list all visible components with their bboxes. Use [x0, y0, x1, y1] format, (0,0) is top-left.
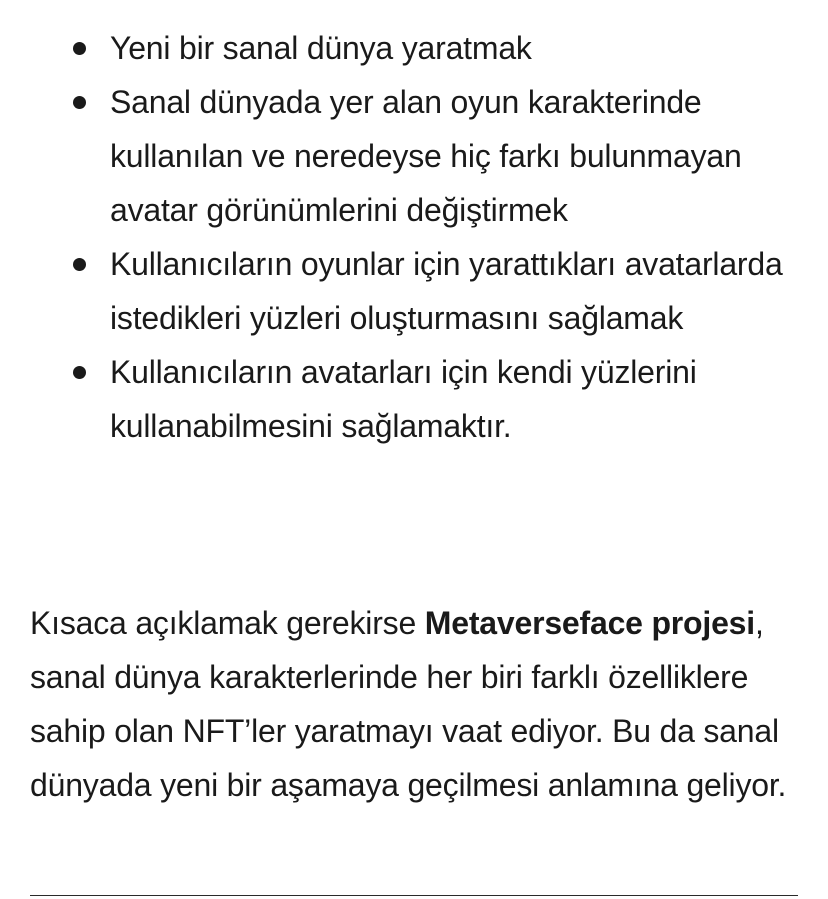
bullet-icon	[73, 96, 86, 109]
summary-bold-project-name: Metaverseface projesi	[424, 605, 755, 641]
list-item	[0, 345, 828, 453]
bullet-icon	[73, 258, 86, 271]
summary-intro: Kısaca açıklamak gerekirse	[30, 605, 425, 641]
list-item-text: Kullanıcıların avatarları için kendi yüzlerini kullanabilmesini sağlamaktır.	[110, 354, 697, 444]
summary-paragraph	[30, 596, 810, 812]
list-item-text: Sanal dünyada yer alan oyun karakterinde kullanılan ve neredeyse hiç farkı bulunmayan avatar görünümlerini değiştirmek	[110, 84, 742, 228]
summary-rest: , sanal dünya karakterlerinde her biri farklı özelliklere sahip olan NFT’ler yaratmayı vaat ediyor. Bu da sanal dünyada yeni bir aşamaya geçilmesi anlamına geliyor.	[30, 605, 787, 803]
list-item	[0, 21, 828, 75]
section-divider	[30, 895, 798, 896]
list-item	[0, 75, 828, 237]
bullet-icon	[73, 42, 86, 55]
list-item-text: Yeni bir sanal dünya yaratmak	[110, 30, 532, 66]
list-item	[0, 237, 828, 345]
bullet-icon	[73, 366, 86, 379]
bullet-list	[0, 21, 828, 453]
list-item-text: Kullanıcıların oyunlar için yarattıkları avatarlarda istedikleri yüzleri oluşturmasını sağlamak	[110, 246, 783, 336]
